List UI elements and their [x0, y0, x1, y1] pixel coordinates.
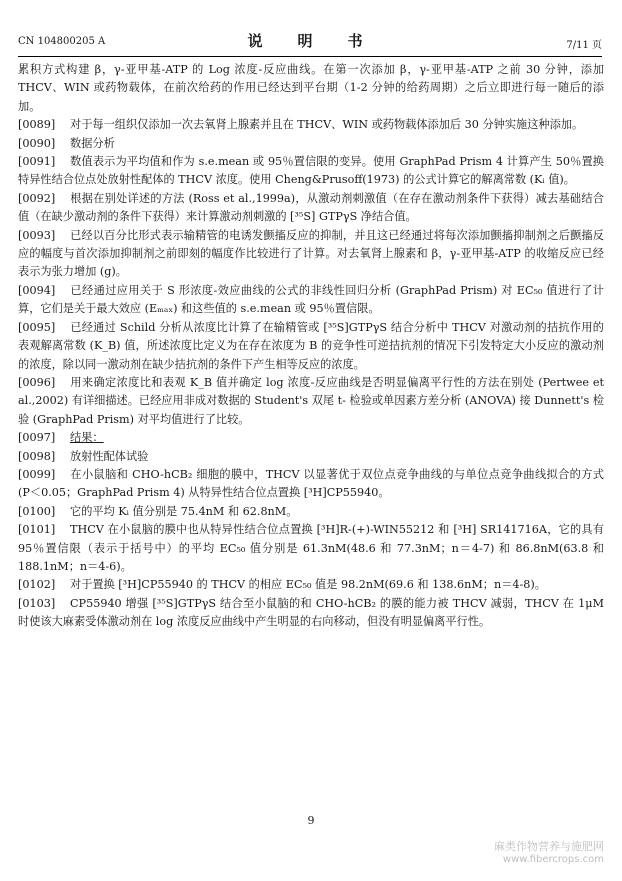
header-rule [18, 56, 602, 57]
paragraph-text: 它的平均 Kᵢ 值分别是 75.4nM 和 62.8nM。 [70, 504, 298, 518]
paragraph-text: 在小鼠脑和 CHO-hCB₂ 细胞的膜中，THCV 以显著优于双位点竞争曲线的与单位点竞争曲线拟合的方式 (P＜0.05；GraphPad Prism 4) 从特异性结合位点置换 [³H]CP55940。 [18, 467, 604, 500]
paragraph-number: [0101] [18, 523, 56, 537]
paragraph-number: [0100] [18, 504, 56, 518]
paragraph-number: [0094] [18, 283, 56, 297]
watermark-line-2: www.fibercrops.com [502, 854, 604, 865]
paragraph-text: 数据分析 [70, 136, 115, 150]
paragraph-text: 数值表示为平均值和作为 s.e.mean 或 95％置信限的变异。使用 GraphPad Prism 4 计算产生 50％置换特异性结合位点处放射性配体的 THCV 浓度。使用 Cheng&Prusoff(1973) 的公式计算它的解离常数 (Kᵢ 值)。 [18, 155, 604, 187]
paragraph [18, 190, 604, 227]
paragraph [18, 374, 604, 429]
paragraph-number: [0089] [18, 118, 56, 132]
paragraph-number: [0102] [18, 578, 56, 592]
paragraph-text: 已经以百分比形式表示输精管的电诱发颤搐反应的抑制，并且这已经通过将每次添加颤搐抑制剂之后颤搐反应的幅度与首次添加抑制剂之前即刻的幅度作比较进行了计算。对去氧肾上腺素和 β，γ-亚甲基-ATP 的收缩反应已经表示为张力增加 (g)。 [18, 228, 604, 279]
document-body [18, 61, 604, 632]
paragraph-number: [0097] [18, 431, 56, 445]
paragraph [18, 135, 604, 153]
paragraph [18, 153, 604, 190]
paragraph-text: 已经通过应用关于 S 形浓度-效应曲线的公式的非线性回归分析 (GraphPad Prism) 对 EC₅₀ 值进行了计算，它们是关于最大效应 (Eₘₐₓ) 和这些值的 s.e.mean 或 95％置信限。 [18, 283, 604, 316]
paragraph [18, 429, 604, 447]
paragraph-number: [0093] [18, 228, 56, 242]
paragraph [18, 61, 604, 116]
paragraph-text: 根据在别处详述的方法 (Ross et al.,1999a)，从激动剂刺激值（在存在激动剂条件下获得）减去基础结合值（在缺少激动剂的条件下获得）来计算激动剂刺激的 [³⁵S] GTPγS 净结合值。 [18, 191, 604, 224]
paragraph-number: [0095] [18, 320, 56, 334]
paragraph-number: [0090] [18, 136, 56, 150]
paragraph [18, 521, 604, 576]
paragraph-number: [0099] [18, 467, 56, 481]
paragraph-number: [0103] [18, 596, 56, 610]
patent-number: CN 104800205 A [18, 36, 106, 47]
paragraph-text: 对于每一组织仅添加一次去氧肾上腺素并且在 THCV、WIN 或药物载体添加后 30 分钟实施这种添加。 [70, 118, 584, 132]
paragraph [18, 116, 604, 134]
watermark [494, 838, 604, 865]
paragraph [18, 319, 604, 374]
paragraph-number: [0091] [18, 155, 56, 169]
paragraph-number: [0096] [18, 375, 56, 389]
paragraph-text: THCV 在小鼠脑的膜中也从特异性结合位点置换 [³H]R-(+)-WIN55212 和 [³H] SR141716A，它的具有 95％置信限（表示于括号中）的平均 EC₅₀ 值分别是 61.3nM(48.6 和 77.3nM；n＝4-7) 和 86.8nM(63.8 和 188.1nM；n＝4-6)。 [18, 523, 604, 573]
paragraph [18, 503, 604, 521]
paragraph-text: 放射性配体试验 [70, 449, 149, 463]
paragraph [18, 448, 604, 466]
paragraph [18, 282, 604, 319]
paragraph-number: [0092] [18, 191, 56, 205]
paragraph-text: CP55940 增强 [³⁵S]GTPγS 结合至小鼠脑的和 CHO-hCB₂ 的膜的能力被 THCV 减弱，THCV 在 1μM 时使该大麻素受体激动剂在 log 浓度反应曲线中产生明显的右向移动，但没有明显偏离平行性。 [18, 596, 604, 629]
paragraph-text: 已经通过 Schild 分析从浓度比计算了在输精管或 [³⁵S]GTPγS 结合分析中 THCV 对激动剂的拮抗作用的表观解离常数 (K_B) 值，所述浓度比定义为在存在浓度为 B 的竞争性可逆拮抗剂的情况下引发特定大小反应的激动剂的浓度，除以同一激动剂在缺少拮抗剂的条件下产生相等反应的浓度。 [18, 320, 604, 371]
paragraph-number: [0098] [18, 449, 56, 463]
paragraph [18, 595, 604, 632]
page-indicator: 7/11 页 [566, 40, 602, 51]
document-title: 说 明 书 [247, 32, 373, 50]
paragraph-text: 用来确定浓度比和表观 K_B 值并确定 log 浓度-反应曲线是否明显偏离平行性的方法在别处 (Pertwee et al.,2002) 有详细描述。已经应用非成对数据的 Student's 双尾 t- 检验或单因素方差分析 (ANOVA) 接 Dunnett's 检验 (GraphPad Prism) 对平均值进行了比较。 [18, 375, 604, 426]
paragraph-text: 累积方式构建 β，γ-亚甲基-ATP 的 Log 浓度-反应曲线。在第一次添加 β，γ-亚甲基-ATP 之前 30 分钟，添加 THCV、WIN 或药物载体，在前次给药的作用已经达到平台期（1-2 分钟的给药周期）之后立即进行每一随后的添加。 [18, 63, 604, 113]
paragraph-text: 对于置换 [³H]CP55940 的 THCV 的相应 EC₅₀ 值是 98.2nM(69.6 和 138.6nM；n＝4-8)。 [70, 578, 546, 592]
paragraph [18, 466, 604, 503]
paragraph [18, 576, 604, 594]
paragraph-text: 结果： [70, 431, 104, 445]
page-number: 9 [307, 814, 315, 827]
page-header [18, 30, 602, 52]
watermark-line-1: 麻类作物营养与施肥网 [494, 840, 604, 853]
paragraph [18, 227, 604, 282]
